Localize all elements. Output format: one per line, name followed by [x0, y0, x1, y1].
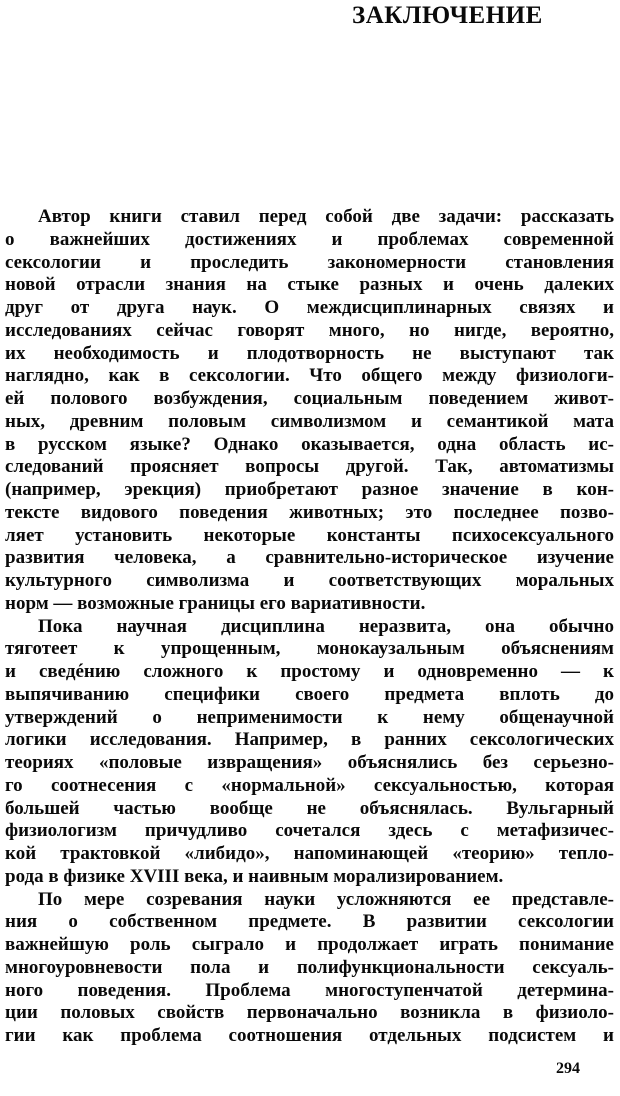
text-line: утверждений о неприменимости к нему общенаучной: [5, 706, 614, 728]
text-line: наглядно, как в сексологии. Что общего между физиологи-: [5, 365, 614, 387]
text-line: их необходимость и плодотворность не выступают так: [5, 342, 614, 364]
text-line: ляет установить некоторые константы психосексуального: [5, 524, 614, 546]
text-line: ных, древним половым символизмом и семантикой мата: [5, 410, 614, 432]
text-line: Пока научная дисциплина неразвита, она обычно: [38, 615, 614, 637]
text-line: физиологизм причудливо сочетался здесь с метафизичес-: [5, 820, 614, 842]
text-line: и сведéнию сложного к простому и одновременно — к: [5, 661, 614, 682]
text-line: рода в физике XVIII века, и наивным морализированием.: [5, 865, 504, 887]
text-line: в русском языке? Однако оказывается, одна область ис-: [5, 433, 614, 455]
body-text: [5, 206, 614, 1048]
text-line: выпячиванию специфики своего предмета вплоть до: [5, 683, 614, 705]
text-line: теориях «половые извращения» объяснялись без серьезно-: [5, 752, 614, 773]
text-line: сексологии и проследить закономерности становления: [5, 251, 614, 273]
text-line: тяготеет к упрощенным, монокаузальным объяснениям: [5, 638, 614, 660]
page-number: 294: [556, 1060, 580, 1077]
text-line: культурного символизма и соответствующих моральных: [5, 570, 614, 591]
text-line: друг от друга наук. О междисциплинарных связях и: [5, 297, 614, 318]
text-line: логики исследования. Например, в ранних сексологических: [5, 729, 614, 751]
text-line: (например, эрекция) приобретают разное значение в кон-: [5, 479, 614, 500]
text-line: Автор книги ставил перед собой две задачи: рассказать: [38, 206, 614, 227]
text-line: тексте видового поведения животных; это последнее позво-: [5, 501, 614, 523]
text-line: По мере созревания науки усложняются ее представле-: [38, 888, 614, 910]
text-line: многоуровневости пола и полифункциональности сексуаль-: [5, 956, 614, 978]
text-line: ния о собственном предмете. В развитии сексологии: [5, 911, 614, 933]
text-line: ного поведения. Проблема многоступенчатой детермина-: [5, 979, 614, 1001]
text-line: большей частью вообще не объяснялась. Вульгарный: [5, 797, 614, 819]
text-line: гии как проблема соотношения отдельных подсистем и: [5, 1025, 614, 1046]
text-line: следований проясняет вопросы другой. Так, автоматизмы: [5, 456, 614, 478]
text-line: ей полового возбуждения, социальным поведением живот-: [5, 388, 614, 409]
text-line: го соотнесения с «нормальной» сексуальностью, которая: [5, 774, 614, 796]
text-line: ции половых свойств первоначально возникла в физиоло-: [5, 1002, 614, 1024]
text-line: норм — возможные границы его вариативности.: [5, 592, 426, 614]
text-line: о важнейших достижениях и проблемах современной: [5, 228, 614, 250]
text-line: развития человека, а сравнительно-историческое изучение: [5, 547, 614, 569]
text-line: новой отрасли знания на стыке разных и очень далеких: [5, 274, 614, 296]
text-line: кой трактовкой «либидо», напоминающей «теорию» тепло-: [5, 843, 614, 864]
text-line: исследованиях сейчас говорят много, но нигде, вероятно,: [5, 319, 614, 341]
text-line: важнейшую роль сыграло и продолжает играть понимание: [5, 934, 614, 955]
chapter-title: ЗАКЛЮЧЕНИЕ: [352, 2, 543, 29]
